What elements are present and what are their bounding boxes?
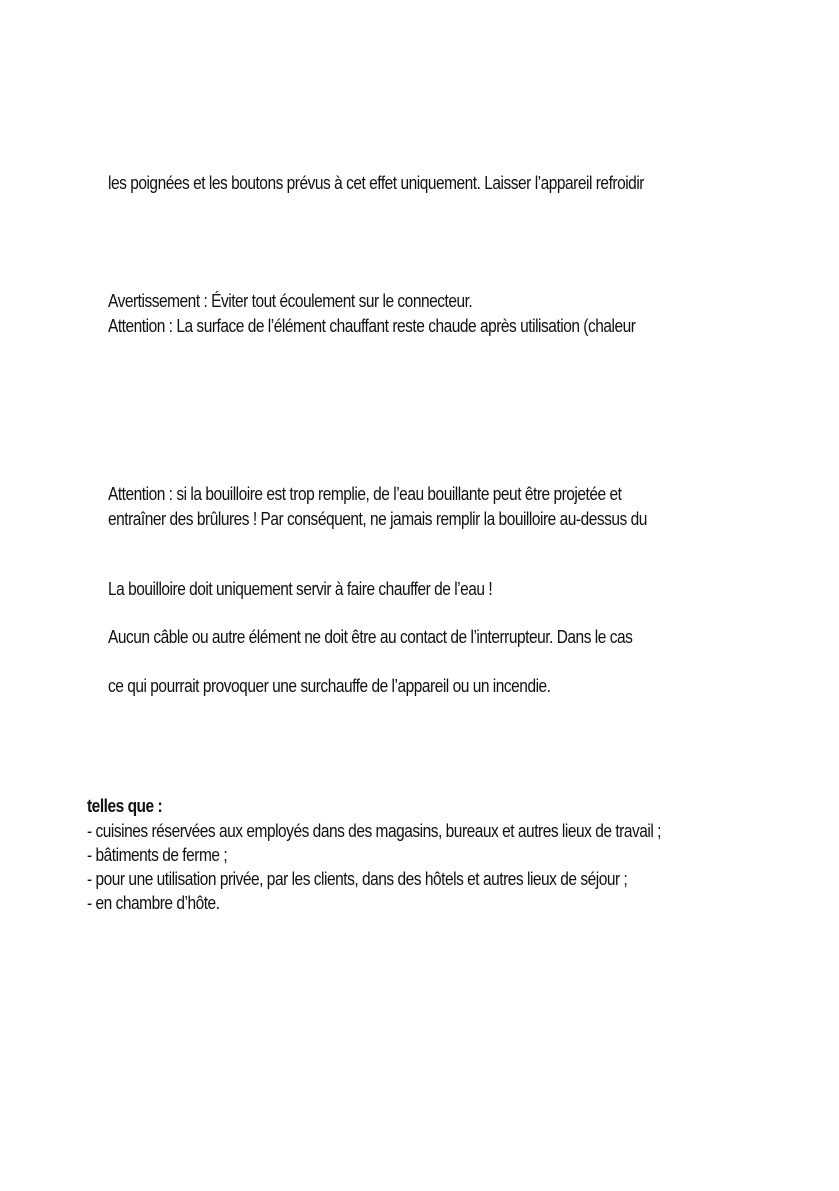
handling-text-line: les poignées et les boutons prévus à cet effet uniquement. Laisser l’appareil refroidir [108, 173, 644, 193]
switch-warning-line: Aucun câble ou autre élément ne doit être au contact de l’interrupteur. Dans le cas [108, 627, 633, 647]
heating-element-warning-line: Attention : La surface de l’élément chauffant reste chaude après utilisation (chaleur [108, 316, 636, 336]
overheat-warning-line: ce qui pourrait provoquer une surchauffe de l’appareil ou un incendie. [108, 676, 551, 696]
connector-warning-line: Avertissement : Éviter tout écoulement sur le connecteur. [108, 291, 473, 311]
overfill-warning-line-1: Attention : si la bouilloire est trop remplie, de l’eau bouillante peut être projetée et [108, 484, 622, 504]
usage-list-item: - bâtiments de ferme ; [87, 845, 228, 865]
usage-list-item: - pour une utilisation privée, par les clients, dans des hôtels et autres lieux de séjour ; [87, 869, 628, 889]
intended-use-line: La bouilloire doit uniquement servir à faire chauffer de l’eau ! [108, 579, 493, 599]
usage-heading: telles que : [87, 796, 163, 816]
usage-list-item: - cuisines réservées aux employés dans des magasins, bureaux et autres lieux de travail ; [87, 821, 661, 841]
overfill-warning-line-2: entraîner des brûlures ! Par conséquent, ne jamais remplir la bouilloire au-dessus du [108, 509, 647, 529]
usage-list-item: - en chambre d’hôte. [87, 893, 220, 913]
